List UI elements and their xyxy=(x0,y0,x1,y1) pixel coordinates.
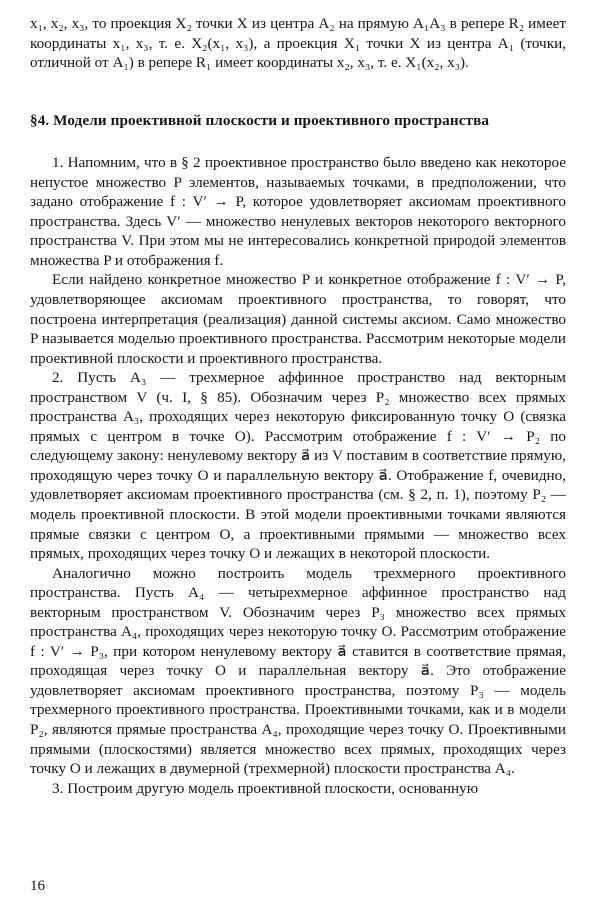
paragraph-2: 2. Пусть A₃ — трехмерное аффинное пространство над векторным пространством V (ч. I, § 85). Обозначим через P₂ множество всех прямых пространства A₃, проходящих через некоторую фиксированную точку O (связка прямых с центром в точке O). Рассмотрим отображение f : V′ → P₂ по следующему закону: ненулевому вектору a⃗ из V поставим в соответствие прямую, проходящую через точку O и параллельную вектору a⃗. Отображение f, очевидно, удовлетворяет аксиомам проективного пространства (см. § 2, п. 1), поэтому P₂ — модель проективной плоскости. В этой модели проективными точками являются прямые связки с центром O, а проективными прямыми — множество всех прямых, проходящих через точку O и лежащих в некоторой плоскости. xyxy=(30,369,566,563)
paragraph-1: 1. Напомним, что в § 2 проективное пространство было введено как некоторое непустое множество P элементов, называемых точками, в предположении, что задано отображение f : V′ → P, которое удовлетворяет аксиомам проективного пространства. Здесь V′ — множество ненулевых векторов некоторого векторного пространства V. При этом мы не интересовались конкретной природой элементов множества P и отображения f. xyxy=(30,154,566,269)
page-content xyxy=(30,14,566,798)
paragraph-analogous: Аналогично можно построить модель трехмерного проективного пространства. Пусть A₄ — четырехмерное аффинное пространство над векторным пространством V. Обозначим через P₃ множество всех прямых пространства A₄, проходящих через некоторую точку O. Рассмотрим отображение f : V′ → P₃, при котором ненулевому вектору a⃗ ставится в соответствие прямая, проходящая через точку O и параллельная вектору a⃗. Это отображение удовлетворяет аксиомам проективного пространства, поэтому P₃ — модель трехмерного проективного пространства. Проективными точками, как и в модели P₂, являются прямые пространства A₄, проходящие через точку O. Проективными прямыми (плоскостями) является множество всех прямых, проходящих через точку O и лежащих в двумерной (трехмерной) плоскости пространства A₄. xyxy=(30,564,566,778)
paragraph-interpretation: Если найдено конкретное множество P и конкретное отображение f : V′ → P, удовлетворяющее аксиомам проективного пространства, то говорят, что построена интерпретация (реализация) данной системы аксиом. Само множество P называется моделью проективного пространства. Рассмотрим некоторые модели проективной плоскости и проективного пространства. xyxy=(30,271,566,367)
section-heading: §4. Модели проективной плоскости и проективного пространства xyxy=(30,111,490,129)
paragraph-3: 3. Построим другую модель проективной плоскости, основанную xyxy=(52,779,479,797)
page-number: 16 xyxy=(30,878,45,894)
paragraph-continuation: x₁, x₂, x₃, то проекция X₂ точки X из центра A₂ на прямую A₁A₃ в репере R₂ имеет координаты x₁, x₃, т. е. X₂(x₁, x₃), а проекция X₁ точки X из центра A₁ (точки, отличной от A₁) в репере R₁ имеет координаты x₂, x₃, т. е. X₁(x₂, x₃). xyxy=(30,15,566,72)
